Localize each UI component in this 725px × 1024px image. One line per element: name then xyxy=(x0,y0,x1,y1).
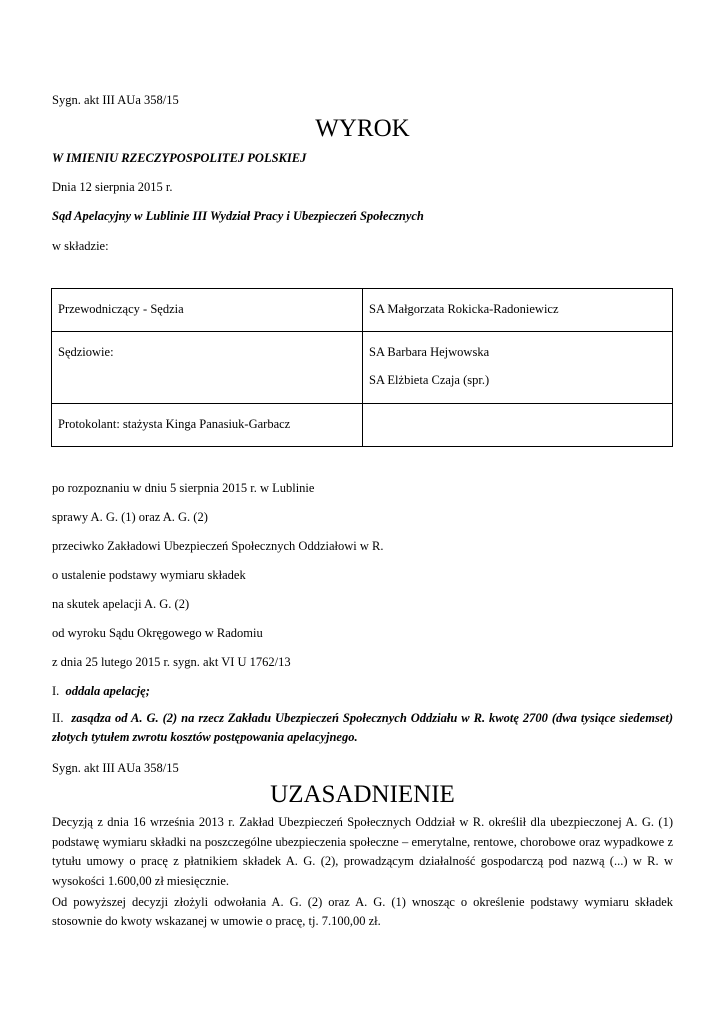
proceedings-line: po rozpoznaniu w dniu 5 sierpnia 2015 r. w Lublinie xyxy=(52,481,315,495)
ruling-text: oddala apelację; xyxy=(65,684,150,698)
justification-paragraph: Decyzją z dnia 16 września 2013 r. Zakład Ubezpieczeń Społecznych Oddział w R. określił dla ubezpieczonej A. G. (1) podstawę wymiaru składki na poszczególne ubezpieczenia społeczne – emerytalne, rentowe, chorobowe oraz wypadkowe z tytułu umowy o pracę z płatnikiem składek A. G. (2), prowadzącym działalność gospodarczą pod nazwą (...) w R. w wysokości 1.600,00 zł miesięcznie. xyxy=(52,815,673,888)
case-number: Sygn. akt III AUa 358/15 xyxy=(52,93,179,107)
judgment-date: Dnia 12 sierpnia 2015 r. xyxy=(52,180,173,194)
court-panel-table xyxy=(51,288,673,447)
proceedings-line: na skutek apelacji A. G. (2) xyxy=(52,597,190,611)
justification-case-number: Sygn. akt III AUa 358/15 xyxy=(52,761,179,775)
proceedings-line: sprawy A. G. (1) oraz A. G. (2) xyxy=(52,510,208,524)
ruling-item xyxy=(52,685,150,698)
in-the-name-heading: W IMIENIU RZECZYPOSPOLITEJ POLSKIEJ xyxy=(52,151,307,165)
ruling-item xyxy=(52,709,673,747)
court-name: Sąd Apelacyjny w Lublinie III Wydział Pracy i Ubezpieczeń Społecznych xyxy=(52,209,424,223)
justification-title: UZASADNIENIE xyxy=(270,781,455,808)
presiding-label: Przewodniczący - Sędzia xyxy=(52,289,363,332)
judges-cell xyxy=(363,332,673,404)
proceedings-line: przeciwko Zakładowi Ubezpieczeń Społecznych Oddziałowi w R. xyxy=(52,539,384,553)
empty-cell xyxy=(363,404,673,447)
composition-label: w składzie: xyxy=(52,239,109,253)
table-row xyxy=(52,289,673,332)
ruling-text: zasądza od A. G. (2) na rzecz Zakładu Ubezpieczeń Społecznych Oddziału w R. kwotę 2700 (dwa tysiące siedemset) złotych tytułem zwrotu kosztów postępowania apelacyjnego. xyxy=(52,711,674,744)
judge-name: SA Barbara Hejwowska xyxy=(369,345,490,359)
ruling-number: I. xyxy=(52,684,60,698)
proceedings-line: od wyroku Sądu Okręgowego w Radomiu xyxy=(52,626,263,640)
clerk-name: Protokolant: stażysta Kinga Panasiuk-Garbacz xyxy=(52,404,363,447)
ruling-number: II. xyxy=(52,711,64,725)
presiding-judge-name: SA Małgorzata Rokicka-Radoniewicz xyxy=(363,289,673,332)
judge-name: SA Elżbieta Czaja (spr.) xyxy=(369,372,490,387)
judges-label: Sędziowie: xyxy=(52,332,363,404)
judgment-title: WYROK xyxy=(315,115,410,142)
table-row xyxy=(52,332,673,404)
proceedings-line: z dnia 25 lutego 2015 r. sygn. akt VI U 1762/13 xyxy=(52,655,291,669)
proceedings-line: o ustalenie podstawy wymiaru składek xyxy=(52,568,246,582)
table-row xyxy=(52,404,673,447)
justification-paragraph: Od powyższej decyzji złożyli odwołania A. G. (2) oraz A. G. (1) wnosząc o określenie podstawy wymiaru składek stosownie do kwoty wskazanej w umowie o pracę, tj. 7.100,00 zł. xyxy=(52,895,673,928)
